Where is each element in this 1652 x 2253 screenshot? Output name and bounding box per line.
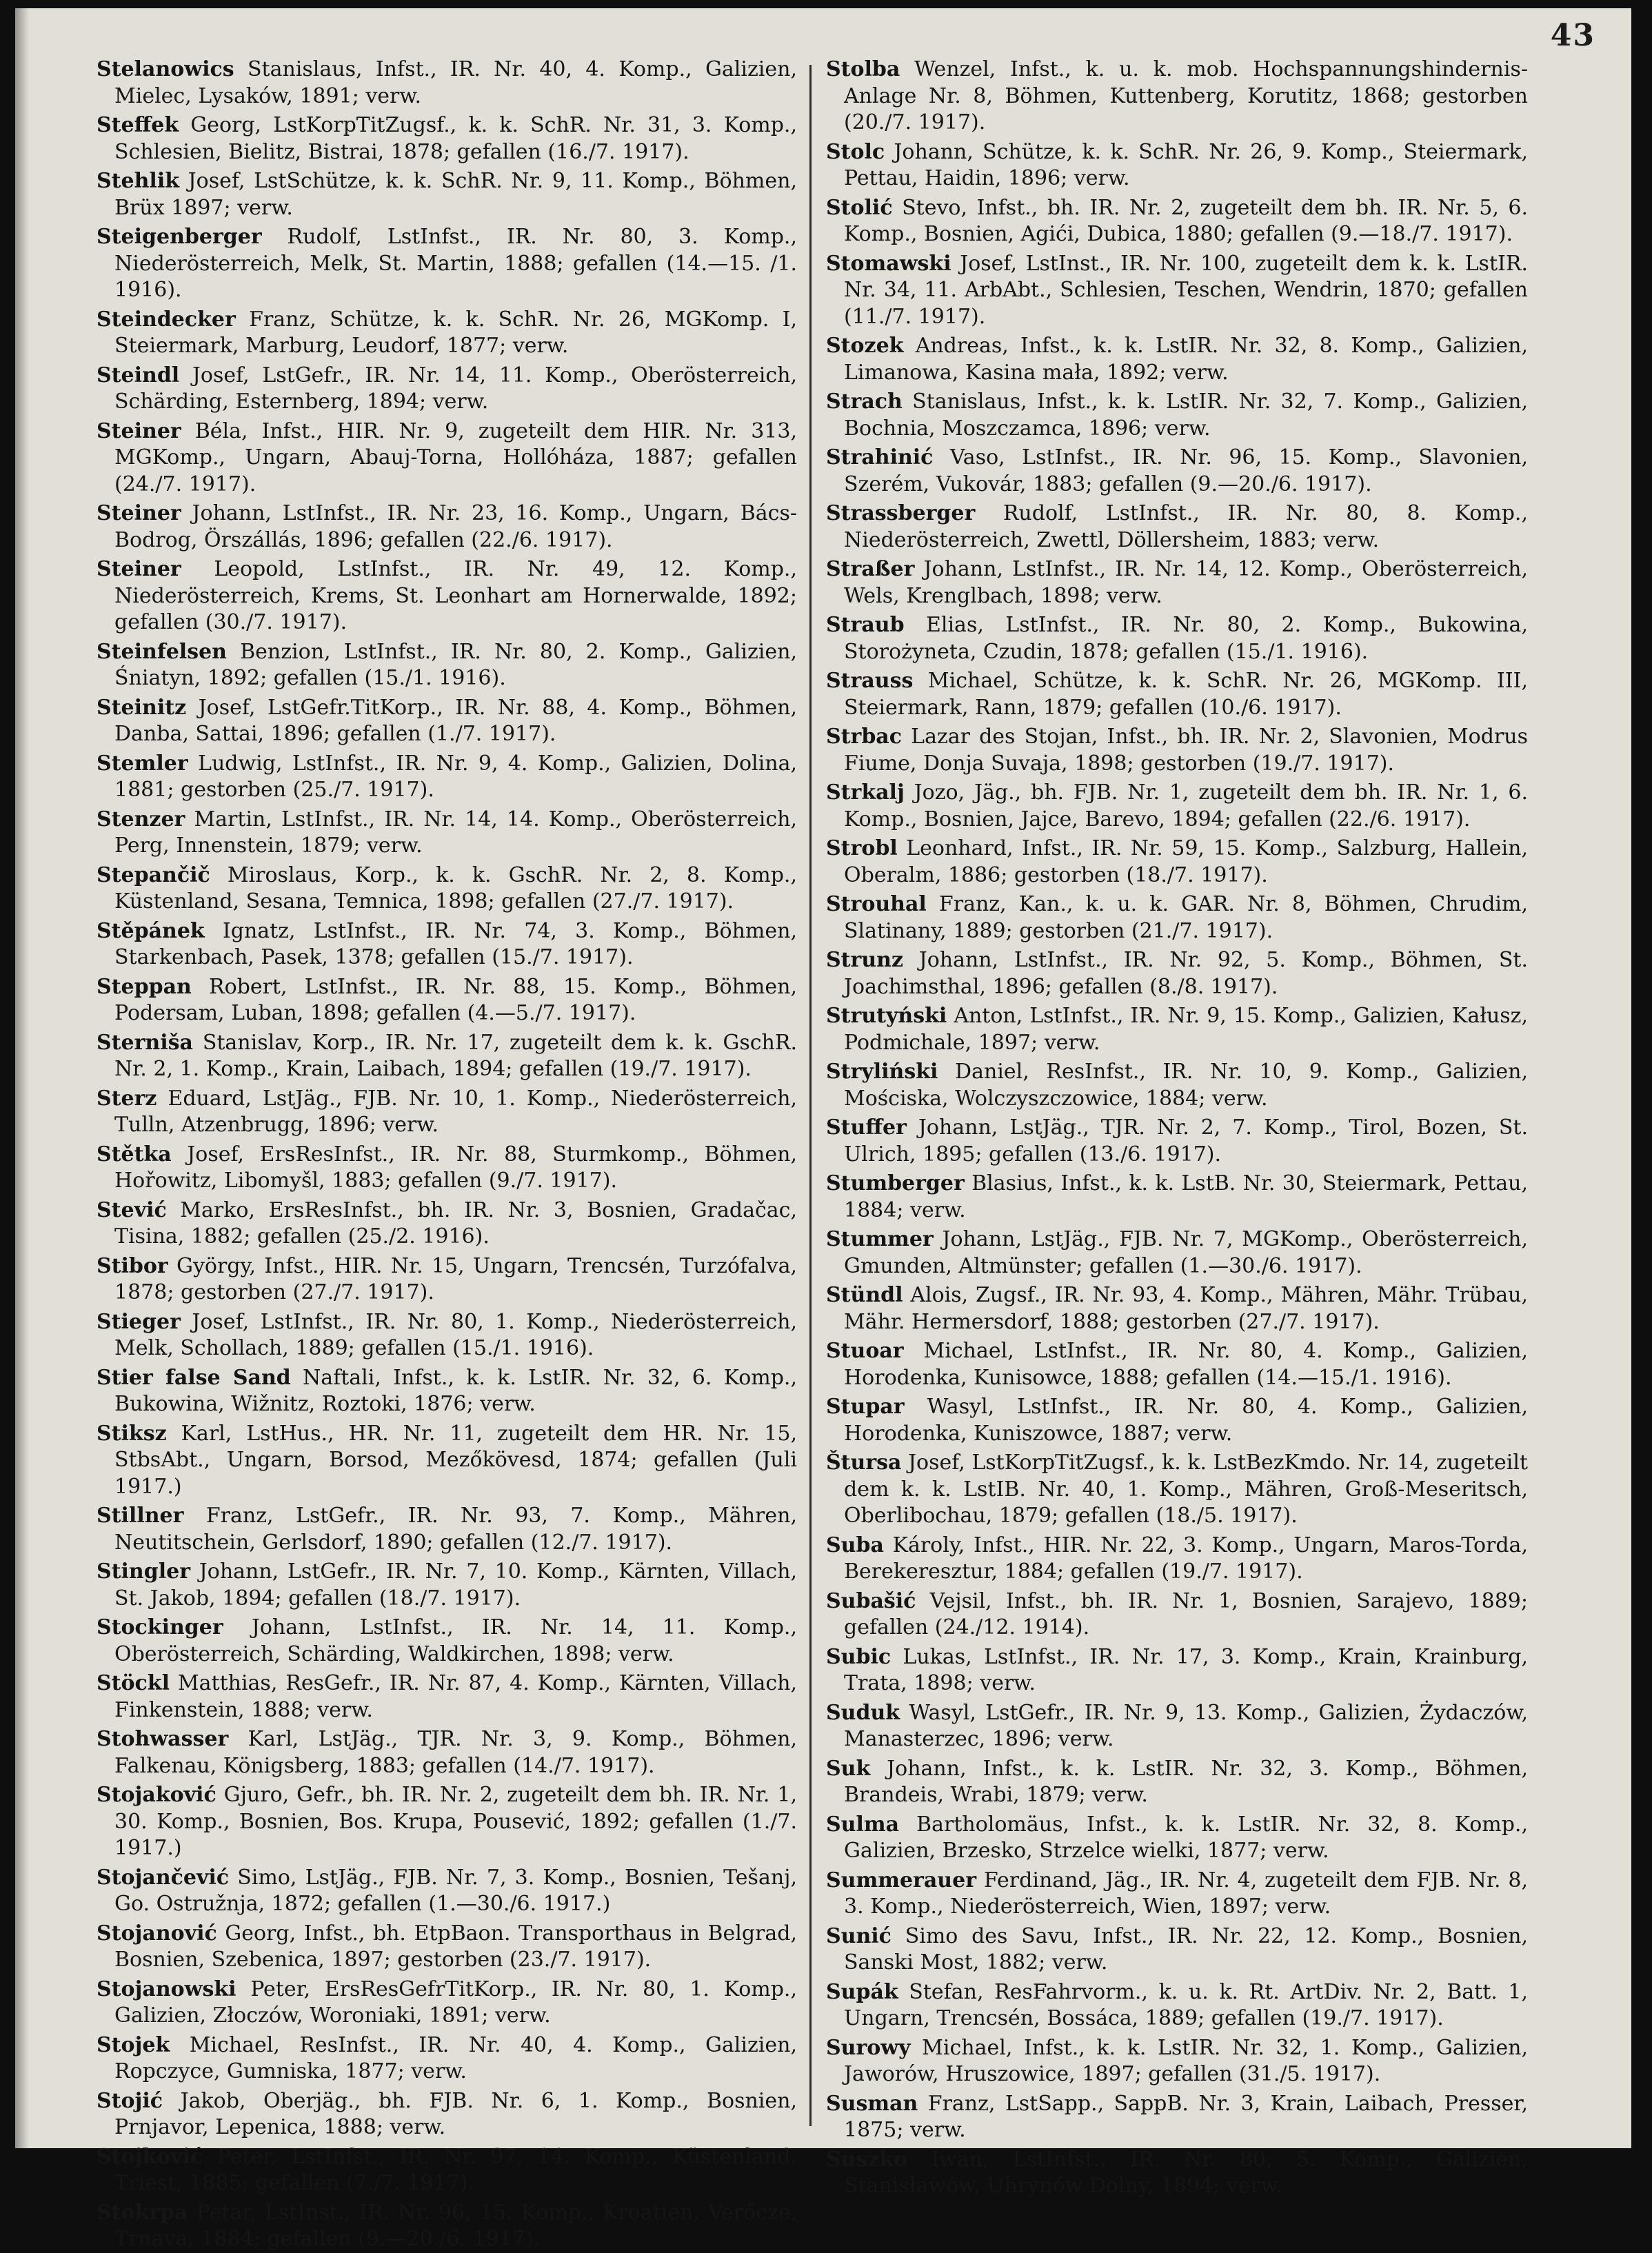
entry-details: Martin, LstInfst., IR. Nr. 14, 14. Komp., Oberösterreich, Perg, Innenstein, 1879; verw. (114, 807, 797, 858)
casualty-entry (826, 1812, 1528, 1865)
entry-details: Josef, LstGefr., IR. Nr. 14, 11. Komp., Oberösterreich, Schärding, Esternberg, 1894; verw. (114, 363, 797, 414)
page-number: 43 (1550, 18, 1595, 53)
casualty-entry (97, 639, 797, 692)
entry-details: György, Infst., HIR. Nr. 15, Ungarn, Trencsén, Turzófalva, 1878; gestorben (27./7. 1917). (114, 1253, 797, 1304)
entry-surname: Stojančević (97, 1865, 230, 1890)
entry-surname: Steffek (97, 113, 179, 137)
entry-details: Stanislaus, Infst., k. k. LstIR. Nr. 32, 7. Komp., Galizien, Bochnia, Moszczamca, 1896; verw. (844, 390, 1528, 441)
entry-surname: Stündl (826, 1283, 903, 1307)
entry-details: Stanislaus, Infst., IR. Nr. 40, 4. Komp., Galizien, Mielec, Lysaków, 1891; verw. (114, 57, 797, 108)
scan-edge-shadow (15, 8, 29, 2148)
entry-surname: Stepančič (97, 862, 210, 887)
entry-surname: Stojić (97, 2088, 163, 2113)
entry-details: Karl, LstJäg., TJR. Nr. 3, 9. Komp., Böhmen, Falkenau, Königsberg, 1883; gefallen (14./7. 1917). (114, 1727, 798, 1778)
casualty-entry (826, 57, 1528, 137)
entry-surname: Steindecker (97, 307, 236, 332)
entry-details: Marko, ErsResInfst., bh. IR. Nr. 3, Bosnien, Gradačac, Tisina, 1882; gefallen (25./2. 1916). (114, 1198, 797, 1249)
entry-surname: Sulma (826, 1812, 900, 1837)
entry-surname: Straßer (826, 557, 915, 581)
casualty-entry (97, 556, 797, 636)
casualty-entry (97, 1865, 797, 1918)
entry-details: Miroslaus, Korp., k. k. GschR. Nr. 2, 8. Komp., Küstenland, Sesana, Temnica, 1898; gefallen (27./7. 1917). (114, 862, 797, 913)
casualty-entry (97, 974, 797, 1027)
entry-surname: Subašić (826, 1588, 916, 1613)
casualty-entry (826, 1923, 1528, 1977)
entry-surname: Stojaković (97, 1783, 216, 1807)
casualty-entry (826, 556, 1528, 609)
entry-details: Matthias, ResGefr., IR. Nr. 87, 4. Komp., Kärnten, Villach, Finkenstein, 1888; verw. (114, 1671, 797, 1722)
casualty-entry (97, 224, 797, 304)
casualty-entry (97, 1421, 797, 1501)
entry-details: Lukas, LstInfst., IR. Nr. 17, 3. Komp., Krain, Krainburg, Trata, 1898; verw. (844, 1644, 1528, 1695)
entry-details: Wasyl, LstInfst., IR. Nr. 80, 4. Komp., Galizien, Horodenka, Kuniszowce, 1887; verw. (844, 1395, 1528, 1446)
casualty-entry (97, 1503, 797, 1556)
entry-surname: Suba (826, 1533, 884, 1557)
casualty-entry (826, 1226, 1528, 1280)
casualty-entry (97, 1365, 797, 1418)
entry-surname: Suk (826, 1756, 871, 1781)
casualty-entry (826, 947, 1528, 1000)
entry-details: Naftali, Infst., k. k. LstIR. Nr. 32, 6. Komp., Bukowina, Wižnitz, Roztoki, 1876; verw. (114, 1365, 797, 1416)
entry-details: Wenzel, Infst., k. u. k. mob. Hochspannungshindernis-Anlage Nr. 8, Böhmen, Kuttenberg, Korutitz, 1868; gestorben (20./7. 1917). (844, 57, 1528, 134)
entry-details: Johann, Infst., k. k. LstIR. Nr. 32, 3. Komp., Böhmen, Brandeis, Wrabi, 1879; verw. (844, 1756, 1528, 1807)
entry-surname: Suduk (826, 1700, 900, 1725)
casualty-entry (826, 1588, 1528, 1641)
entry-details: Stanislav, Korp., IR. Nr. 17, zugeteilt dem k. k. GschR. Nr. 2, 1. Komp., Krain, Laibach, 1894; gefallen (19./7. 1917). (114, 1030, 798, 1081)
entry-surname: Stelanowics (97, 57, 234, 81)
casualty-entry (97, 807, 797, 860)
casualty-entry (826, 2035, 1528, 2088)
entry-surname: Stemler (97, 751, 188, 776)
entry-details: Wasyl, LstGefr., IR. Nr. 9, 13. Komp., Galizien, Żydaczów, Manasterzec, 1896; verw. (844, 1700, 1528, 1751)
casualty-entry (97, 1977, 797, 2030)
entry-surname: Strouhal (826, 892, 927, 916)
entry-surname: Stiksz (97, 1421, 167, 1446)
entry-surname: Stöckl (97, 1671, 170, 1695)
right-column (826, 57, 1529, 2198)
casualty-entry (826, 1394, 1528, 1447)
casualty-entry (97, 2200, 797, 2253)
entry-details: Vejsil, Infst., bh. IR. Nr. 1, Bosnien, Sarajevo, 1889; gefallen (24./12. 1914). (844, 1588, 1528, 1639)
casualty-entry (826, 1338, 1528, 1391)
entry-details: Ludwig, LstInfst., IR. Nr. 9, 4. Komp., Galizien, Dolina, 1881; gestorben (25./7. 1917). (114, 751, 797, 802)
entry-details: Johann, LstInfst., IR. Nr. 92, 5. Komp., Böhmen, St. Joachimsthal, 1896; gefallen (8./8. 1917). (844, 948, 1528, 999)
entry-details: Benzion, LstInfst., IR. Nr. 80, 2. Komp., Galizien, Śniatyn, 1892; gefallen (15./1. 1916). (114, 639, 797, 690)
document-page (15, 8, 1631, 2251)
column-divider (809, 65, 812, 2126)
entry-surname: Summerauer (826, 1868, 976, 1892)
entry-surname: Stohwasser (97, 1727, 229, 1751)
entry-details: Johann, Schütze, k. k. SchR. Nr. 26, 9. Komp., Steiermark, Pettau, Haidin, 1896; verw. (844, 139, 1528, 190)
entry-surname: Steigenberger (97, 225, 262, 249)
entry-details: Alois, Zugsf., IR. Nr. 93, 4. Komp., Mähren, Mähr. Trübau, Mähr. Hermersdorf, 1888; gestorben (27./7. 1917). (844, 1283, 1528, 1334)
entry-details: Eduard, LstJäg., FJB. Nr. 10, 1. Komp., Niederösterreich, Tulln, Atzenbrugg, 1896; verw. (114, 1086, 797, 1137)
entry-details: Georg, Infst., bh. EtpBaon. Transporthaus in Belgrad, Bosnien, Szebenica, 1897; gestorben (23./7. 1917). (114, 1921, 797, 1972)
entry-details: Franz, Kan., k. u. k. GAR. Nr. 8, Böhmen, Chrudim, Slatinany, 1889; gestorben (21./7. 1917). (844, 892, 1528, 943)
entry-details: Johann, LstGefr., IR. Nr. 7, 10. Komp., Kärnten, Villach, St. Jakob, 1894; gefallen (18./7. 1917). (114, 1559, 797, 1610)
casualty-entry (826, 668, 1528, 721)
entry-details: Simo, LstJäg., FJB. Nr. 7, 3. Komp., Bosnien, Tešanj, Go. Ostružnja, 1872; gefallen (1.—30./6. 1917.) (114, 1865, 797, 1916)
entry-details: Josef, LstGefr.TitKorp., IR. Nr. 88, 4. Komp., Böhmen, Danba, Sattai, 1896; gefallen (1./7. 1917). (114, 695, 797, 746)
entry-details: Josef, LstInfst., IR. Nr. 80, 1. Komp., Niederösterreich, Melk, Schollach, 1889; gefallen (15./1. 1916). (114, 1309, 797, 1360)
entry-surname: Stehlik (97, 169, 179, 193)
casualty-entry (826, 612, 1528, 665)
casualty-entry (826, 1059, 1528, 1112)
casualty-entry (826, 1700, 1528, 1753)
casualty-entry (97, 307, 797, 360)
entry-details: Peter, ErsResGefrTitKorp., IR. Nr. 80, 1. Komp., Galizien, Złoczów, Woroniaki, 1891; verw. (114, 1977, 797, 2028)
entry-surname: Steppan (97, 974, 192, 999)
casualty-entry (97, 363, 797, 416)
casualty-entry (97, 695, 797, 748)
entry-surname: Stojković (97, 2144, 203, 2169)
casualty-entry (97, 1253, 797, 1306)
entry-details: Josef, LstSchütze, k. k. SchR. Nr. 9, 11. Komp., Böhmen, Brüx 1897; verw. (114, 169, 797, 220)
entry-details: Josef, LstInst., IR. Nr. 100, zugeteilt dem k. k. LstIR. Nr. 34, 11. ArbAbt., Schlesien, Teschen, Wendrin, 1870; gefallen (11./7. 1917). (844, 251, 1528, 329)
entry-details: Jakob, Oberjäg., bh. FJB. Nr. 6, 1. Komp., Bosnien, Prnjavor, Lepenica, 1888; verw. (114, 2088, 797, 2139)
casualty-entry (97, 1142, 797, 1195)
entry-details: Petar, LstInst., IR. Nr. 96, 15. Komp., Kroatien, Verőcze, Trnava, 1884; gefallen (9.—20./6. 1917). (114, 2200, 798, 2251)
entry-details: Anton, LstInfst., IR. Nr. 9, 15. Komp., Galizien, Kałusz, Podmichale, 1897; verw. (844, 1004, 1528, 1055)
entry-surname: Stummer (826, 1227, 934, 1251)
casualty-entry (826, 836, 1528, 889)
entry-surname: Stier false Sand (97, 1365, 291, 1390)
entry-surname: Stolba (826, 57, 900, 81)
entry-details: Simo des Savu, Infst., IR. Nr. 22, 12. Komp., Bosnien, Sanski Most, 1882; verw. (844, 1923, 1528, 1974)
casualty-entry (826, 1756, 1528, 1809)
entry-surname: Steiner (97, 557, 181, 581)
entry-details: Stevo, Infst., bh. IR. Nr. 2, zugeteilt dem bh. IR. Nr. 5, 6. Komp., Bosnien, Agići, Dubica, 1880; gefallen (9.—18./7. 1917). (844, 195, 1528, 246)
casualty-entry (826, 1003, 1528, 1056)
entry-surname: Strunz (826, 948, 903, 972)
entry-surname: Sterniša (97, 1030, 193, 1055)
entry-surname: Stević (97, 1198, 167, 1222)
entry-surname: Stolc (826, 139, 885, 164)
casualty-entry (826, 195, 1528, 248)
entry-details: Peter, LstInfst., IR. Nr. 97, 14. Komp., Küstenland, Triest, 1885; gefallen (7./7. 1917). (114, 2144, 797, 2195)
entry-details: Johann, LstInfst., IR. Nr. 14, 11. Komp., Oberösterreich, Schärding, Waldkirchen, 1898; verw. (114, 1615, 797, 1666)
left-column (97, 57, 798, 2251)
casualty-entry (826, 1644, 1528, 1697)
entry-details: Béla, Infst., HIR. Nr. 9, zugeteilt dem HIR. Nr. 313, MGKomp., Ungarn, Abauj-Torna, Hollóháza, 1887; gefallen (24./7. 1917). (114, 418, 797, 496)
casualty-entry (826, 780, 1528, 833)
entry-surname: Stěpánek (97, 918, 205, 943)
casualty-entry (826, 445, 1528, 498)
entry-surname: Stuoar (826, 1339, 904, 1363)
casualty-entry (826, 891, 1528, 944)
entry-surname: Stokrpa (97, 2200, 188, 2225)
casualty-entry (97, 862, 797, 916)
casualty-entry (97, 1086, 797, 1139)
casualty-entry (97, 2088, 797, 2141)
casualty-entry (826, 333, 1528, 386)
entry-surname: Stumberger (826, 1171, 965, 1195)
casualty-entry (826, 1868, 1528, 1921)
entry-details: Johann, LstInfst., IR. Nr. 14, 12. Komp., Oberösterreich, Wels, Krenglbach, 1898; verw. (844, 557, 1528, 608)
entry-surname: Supák (826, 1979, 898, 2004)
entry-surname: Stryliński (826, 1060, 938, 1084)
casualty-entry (826, 389, 1528, 442)
entry-details: Andreas, Infst., k. k. LstIR. Nr. 32, 8. Komp., Galizien, Limanowa, Kasina mała, 1892; verw. (844, 334, 1528, 385)
entry-surname: Steinitz (97, 695, 187, 720)
entry-surname: Stibor (97, 1253, 168, 1278)
entry-surname: Surowy (826, 2035, 911, 2060)
casualty-entry (97, 918, 797, 971)
casualty-entry (826, 251, 1528, 331)
entry-details: Johann, LstInfst., IR. Nr. 23, 16. Komp., Ungarn, Bács-Bodrog, Örszállás, 1896; gefallen (22./6. 1917). (114, 501, 797, 552)
entry-surname: Strach (826, 390, 903, 414)
entry-details: Johann, LstJäg., TJR. Nr. 2, 7. Komp., Tirol, Bozen, St. Ulrich, 1895; gefallen (13./6. 1917). (844, 1115, 1528, 1166)
entry-surname: Straub (826, 613, 905, 637)
casualty-entry (97, 1782, 797, 1862)
entry-details: Lazar des Stojan, Infst., bh. IR. Nr. 2, Slavonien, Modrus Fiume, Donja Suvaja, 1898; gestorben (19./7. 1917). (844, 725, 1528, 776)
entry-details: Georg, LstKorpTitZugsf., k. k. SchR. Nr. 31, 3. Komp., Schlesien, Bielitz, Bistrai, 1878; gefallen (16./7. 1917). (114, 113, 797, 164)
casualty-entry (97, 1559, 797, 1612)
entry-details: Karl, LstHus., HR. Nr. 11, zugeteilt dem HR. Nr. 15, StbsAbt., Ungarn, Borsod, Mezőkövesd, 1874; gefallen (Juli 1917.) (114, 1421, 797, 1499)
casualty-entry (97, 2032, 797, 2085)
entry-surname: Stolić (826, 195, 893, 220)
entry-surname: Subic (826, 1644, 892, 1669)
entry-details: Josef, ErsResInfst., IR. Nr. 88, Sturmkomp., Böhmen, Hořowitz, Libomyšl, 1883; gefallen (9./7. 1917). (114, 1142, 797, 1193)
casualty-entry (97, 1670, 797, 1724)
casualty-entry (826, 724, 1528, 777)
entry-details: Leonhard, Infst., IR. Nr. 59, 15. Komp., Salzburg, Hallein, Oberalm, 1886; gestorben (18./7. 1917). (844, 836, 1528, 887)
entry-details: Franz, Schütze, k. k. SchR. Nr. 26, MGKomp. I, Steiermark, Marburg, Leudorf, 1877; verw. (114, 307, 797, 358)
casualty-entry (826, 501, 1528, 554)
entry-surname: Susman (826, 2091, 918, 2116)
entry-details: Blasius, Infst., k. k. LstB. Nr. 30, Steiermark, Pettau, 1884; verw. (844, 1171, 1528, 1222)
casualty-entry (97, 1198, 797, 1251)
casualty-entry (97, 418, 797, 498)
entry-surname: Stozek (826, 334, 904, 358)
casualty-entry (97, 1309, 797, 1362)
entry-details: Jozo, Jäg., bh. FJB. Nr. 1, zugeteilt dem bh. IR. Nr. 1, 6. Komp., Bosnien, Jajce, Barevo, 1894; gefallen (22./6. 1917). (844, 780, 1528, 831)
entry-surname: Stětka (97, 1142, 172, 1166)
entry-details: Michael, Infst., k. k. LstIR. Nr. 32, 1. Komp., Galizien, Jaworów, Hruszowice, 1897; gefallen (31./5. 1917). (844, 2035, 1528, 2086)
entry-details: Michael, ResInfst., IR. Nr. 40, 4. Komp., Galizien, Ropczyce, Gumniska, 1877; verw. (114, 2032, 798, 2083)
casualty-entry (826, 1979, 1528, 2032)
casualty-entry (97, 1726, 797, 1779)
entry-surname: Strobl (826, 836, 898, 860)
entry-details: Elias, LstInfst., IR. Nr. 80, 2. Komp., Bukowina, Storożyneta, Czudin, 1878; gefallen (15./1. 1916). (844, 613, 1528, 664)
entry-surname: Steiner (97, 501, 181, 525)
entry-details: Iwan, LstInfst., IR. Nr. 80, 5. Komp., Galizien, Stanisławów, Uhrynów Dolny, 1894; verw. (844, 2147, 1529, 2198)
entry-surname: Strassberger (826, 501, 976, 525)
casualty-entry (97, 1030, 797, 1083)
entry-surname: Stuffer (826, 1115, 907, 1140)
entry-surname: Strutyński (826, 1004, 947, 1028)
entry-details: Franz, LstSapp., SappB. Nr. 3, Krain, Laibach, Presser, 1875; verw. (844, 2091, 1528, 2142)
entry-details: Michael, LstInfst., IR. Nr. 80, 4. Komp., Galizien, Horodenka, Kunisowce, 1888; gefallen (14.—15./1. 1916). (844, 1339, 1528, 1390)
casualty-entry (826, 1533, 1528, 1586)
entry-details: Franz, LstGefr., IR. Nr. 93, 7. Komp., Mähren, Neutitschein, Gerlsdorf, 1890; gefallen (12./7. 1917). (114, 1504, 797, 1555)
entry-surname: Steindl (97, 363, 180, 387)
casualty-entry (826, 2091, 1528, 2144)
casualty-entry (97, 2144, 797, 2197)
entry-details: Károly, Infst., HIR. Nr. 22, 3. Komp., Ungarn, Maros-Torda, Berekeresztur, 1884; gefallen (19./7. 1917). (844, 1533, 1528, 1584)
casualty-entry (97, 1921, 797, 1974)
entry-surname: Štursa (826, 1451, 902, 1475)
entry-surname: Stojek (97, 2032, 170, 2057)
entry-surname: Stomawski (826, 251, 951, 276)
entry-surname: Sterz (97, 1086, 157, 1111)
entry-surname: Suszko (826, 2147, 908, 2172)
entry-surname: Steiner (97, 418, 181, 443)
entry-details: Johann, LstJäg., FJB. Nr. 7, MGKomp., Oberösterreich, Gmunden, Altmünster; gefallen (1.—30./6. 1917). (844, 1227, 1528, 1278)
entry-surname: Stieger (97, 1309, 181, 1334)
casualty-entry (97, 1615, 797, 1668)
entry-details: Bartholomäus, Infst., k. k. LstIR. Nr. 32, 8. Komp., Galizien, Brzesko, Strzelce wielki, 1877; verw. (844, 1812, 1528, 1863)
entry-details: Ignatz, LstInfst., IR. Nr. 74, 3. Komp., Böhmen, Starkenbach, Pasek, 1378; gefallen (15./7. 1917). (114, 918, 797, 969)
entry-surname: Stupar (826, 1395, 905, 1419)
entry-surname: Strahinić (826, 445, 934, 469)
entry-surname: Steinfelsen (97, 639, 227, 664)
entry-details: Stefan, ResFahrvorm., k. u. k. Rt. ArtDiv. Nr. 2, Batt. 1, Ungarn, Trencsén, Bossáca, 1889; gefallen (19./7. 1917). (844, 1979, 1528, 2030)
entry-surname: Strauss (826, 669, 914, 693)
entry-details: Robert, LstInfst., IR. Nr. 88, 15. Komp., Böhmen, Podersam, Luban, 1898; gefallen (4.—5./7. 1917). (114, 974, 797, 1025)
entry-details: Gjuro, Gefr., bh. IR. Nr. 2, zugeteilt dem bh. IR. Nr. 1, 30. Komp., Bosnien, Bos. Krupa, Pousević, 1892; gefallen (1./7. 1917.) (114, 1783, 798, 1860)
entry-details: Josef, LstKorpTitZugsf., k. k. LstBezKmdo. Nr. 14, zugeteilt dem k. k. LstIB. Nr. 40, 1. Komp., Mähren, Groß-Meseritsch, Oberlibochau, 1879; gefallen (18./5. 1917). (844, 1451, 1528, 1528)
casualty-entry (97, 57, 797, 110)
entry-surname: Stingler (97, 1559, 190, 1584)
entry-surname: Strkalj (826, 780, 905, 805)
casualty-entry (97, 168, 797, 221)
entry-surname: Sunić (826, 1923, 892, 1948)
entry-surname: Stillner (97, 1504, 184, 1528)
casualty-entry (826, 139, 1528, 192)
casualty-entry (826, 1282, 1528, 1335)
entry-details: Vaso, LstInfst., IR. Nr. 96, 15. Komp., Slavonien, Szerém, Vukovár, 1883; gefallen (9.—20./6. 1917). (844, 445, 1528, 496)
entry-surname: Stockinger (97, 1615, 223, 1639)
casualty-entry (826, 2147, 1528, 2200)
entry-details: Leopold, LstInfst., IR. Nr. 49, 12. Komp., Niederösterreich, Krems, St. Leonhart am Hornerwalde, 1892; gefallen (30./7. 1917). (114, 557, 797, 634)
entry-surname: Stojanović (97, 1921, 217, 1946)
casualty-entry (826, 1450, 1528, 1530)
casualty-entry (826, 1115, 1528, 1168)
entry-details: Daniel, ResInfst., IR. Nr. 10, 9. Komp., Galizien, Mościska, Wolczyszczowice, 1884; verw. (844, 1060, 1528, 1111)
entry-details: Rudolf, LstInfst., IR. Nr. 80, 8. Komp., Niederösterreich, Zwettl, Döllersheim, 1883; verw. (844, 501, 1528, 552)
entry-details: Rudolf, LstInfst., IR. Nr. 80, 3. Komp., Niederösterreich, Melk, St. Martin, 1888; gefallen (14.—15. /1. 1916). (114, 225, 797, 302)
entry-details: Ferdinand, Jäg., IR. Nr. 4, zugeteilt dem FJB. Nr. 8, 3. Komp., Niederösterreich, Wien, 1897; verw. (844, 1868, 1529, 1919)
entry-surname: Strbac (826, 725, 903, 749)
entry-details: Michael, Schütze, k. k. SchR. Nr. 26, MGKomp. III, Steiermark, Rann, 1879; gefallen (10./6. 1917). (844, 669, 1528, 720)
casualty-entry (97, 751, 797, 804)
entry-surname: Stojanowski (97, 1977, 236, 2001)
casualty-entry (97, 112, 797, 165)
casualty-entry (97, 501, 797, 554)
entry-surname: Stenzer (97, 807, 185, 831)
casualty-entry (826, 1171, 1528, 1224)
